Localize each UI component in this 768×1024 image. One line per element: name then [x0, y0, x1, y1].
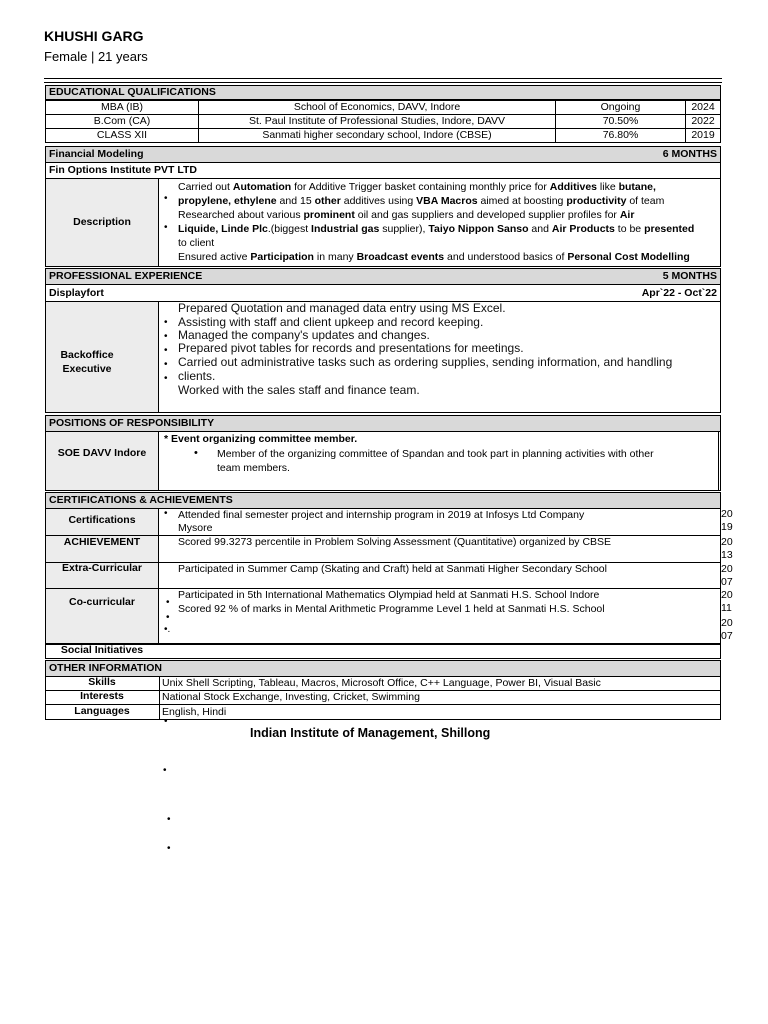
edu-institute: Sanmati higher secondary school, Indore (CBSE): [198, 128, 556, 143]
edu-degree: CLASS XII: [45, 128, 199, 143]
cert-year: 20: [721, 563, 733, 575]
cert-line: Scored 92 % of marks in Mental Arithmetic Programme Level 1 held at Sanmati H.S. School: [178, 603, 605, 615]
cert-year: 07: [721, 576, 733, 588]
fm-description-label: Description: [73, 216, 131, 228]
other-value: National Stock Exchange, Investing, Cricket, Swimming: [162, 691, 420, 703]
fm-line: Carried out Automation for Additive Trigger basket containing monthly price for Additives like butane,: [178, 181, 656, 193]
por-label-cell: [46, 432, 159, 490]
cert-line: Participated in Summer Camp (Skating and Craft) held at Sanmati Higher Secondary School: [178, 563, 607, 575]
stray-bullet: •: [167, 814, 171, 825]
bullet: •: [164, 222, 168, 233]
bullet: •: [164, 359, 168, 370]
cert-line: Attended final semester project and internship program in 2019 at Infosys Ltd Company: [178, 509, 585, 521]
cert-line: Mysore: [178, 522, 213, 534]
fm-line: to client: [178, 237, 215, 249]
fm-line: Ensured active Participation in many Broadcast events and understood basics of Personal Cost Modelling: [178, 251, 690, 263]
divider: [44, 82, 722, 83]
cert-year: 20: [721, 589, 733, 601]
cert-year: 07: [721, 630, 733, 642]
bullet: •: [164, 345, 168, 356]
education-header: EDUCATIONAL QUALIFICATIONS: [45, 85, 721, 100]
pe-item: Assisting with staff and client upkeep and record keeping.: [178, 315, 484, 329]
por-item: Member of the organizing committee of Spandan and took part in planning activities with other: [217, 448, 654, 460]
stray-bullet: •: [163, 765, 167, 776]
stray-bullet: •: [167, 843, 171, 854]
other-value: Unix Shell Scripting, Tableau, Macros, Microsoft Office, C++ Language, Power BI, Visual Basic: [162, 677, 601, 689]
edu-year: 2024: [685, 100, 721, 115]
cert-label: Social Initiatives: [60, 644, 144, 656]
cert-label: ACHIEVEMENT: [63, 536, 141, 548]
certifications-header: CERTIFICATIONS & ACHIEVEMENTS: [45, 492, 721, 509]
pe-item: Prepared pivot tables for records and presentations for meetings.: [178, 341, 524, 355]
por-heading: * Event organizing committee member.: [164, 433, 358, 445]
edu-score: Ongoing: [555, 100, 686, 115]
cert-year: 13: [721, 549, 733, 561]
edu-score: 76.80%: [555, 128, 686, 143]
edu-institute: School of Economics, DAVV, Indore: [198, 100, 556, 115]
other-label: Skills: [88, 676, 116, 688]
other-value: English, Hindi: [162, 706, 227, 718]
divider: [718, 432, 719, 490]
bullet: •: [164, 193, 168, 204]
cert-year: 20: [721, 617, 733, 629]
fm-line: Liquide, Linde Plc.(biggest Industrial gas supplier), Taiyo Nippon Sanso and Air Products to be presented: [178, 223, 695, 235]
edu-year: 2019: [685, 128, 721, 143]
footer-institute: Indian Institute of Management, Shillong: [250, 726, 491, 740]
edu-degree: B.Com (CA): [45, 114, 199, 129]
bullet: •: [164, 373, 168, 384]
bullet: •: [166, 612, 170, 623]
por-org-label: SOE DAVV Indore: [57, 447, 147, 459]
divider: [44, 78, 722, 79]
bullet: •: [194, 447, 198, 459]
cert-year: 20: [721, 508, 733, 520]
fm-organization: Fin Options Institute PVT LTD: [45, 162, 721, 179]
bullet: •: [164, 331, 168, 342]
cert-label: Extra-Curricular: [62, 562, 142, 574]
cert-line: Participated in 5th International Mathematics Olympiad held at Sanmati H.S. School Indore: [178, 589, 600, 601]
edu-degree: MBA (IB): [45, 100, 199, 115]
pe-item: Prepared Quotation and managed data entry using MS Excel.: [178, 301, 506, 315]
fm-line: propylene, ethylene and 15 other additives using VBA Macros aimed at boosting productivity of team: [178, 195, 665, 207]
bullet: •: [164, 317, 168, 328]
por-item: team members.: [217, 462, 290, 474]
pe-organization: Displayfort Apr`22 - Oct`22: [45, 284, 721, 302]
pe-item: Managed the company's updates and changes.: [178, 328, 430, 342]
stray-bullet: •: [164, 716, 168, 727]
other-label: Languages: [74, 705, 130, 717]
cert-label-column: [46, 509, 159, 644]
cert-year: 20: [721, 536, 733, 548]
experience-header: PROFESSIONAL EXPERIENCE 5 MONTHS: [45, 268, 721, 285]
financial-modeling-header: Financial Modeling 6 MONTHS: [45, 146, 721, 163]
pe-item: Worked with the sales staff and finance team.: [178, 383, 420, 397]
edu-institute: St. Paul Institute of Professional Studies, Indore, DAVV: [198, 114, 556, 129]
other-label: Interests: [80, 690, 124, 702]
candidate-name: KHUSHI GARG: [44, 28, 144, 44]
candidate-subtitle: Female | 21 years: [44, 49, 148, 64]
edu-score: 70.50%: [555, 114, 686, 129]
pe-item: Carried out administrative tasks such as ordering supplies, sending information, and handling: [178, 355, 673, 369]
pe-item: clients.: [178, 369, 216, 383]
divider: [159, 677, 160, 719]
bullet: •: [164, 508, 168, 519]
cert-label: Co-curricular: [69, 596, 135, 608]
cert-line: Scored 99.3273 percentile in Problem Solving Assessment (Quantitative) organized by CBSE: [178, 536, 612, 548]
cert-year: 11: [721, 602, 732, 614]
edu-year: 2022: [685, 114, 721, 129]
cert-label: Certifications: [68, 514, 136, 526]
cert-year: 19: [721, 521, 733, 533]
pe-role-label: Backoffice Executive: [60, 349, 114, 375]
bullet: •: [166, 597, 170, 608]
positions-header: POSITIONS OF RESPONSIBILITY: [45, 415, 721, 432]
bullet: •.: [164, 624, 171, 635]
other-info-header: OTHER INFORMATION: [45, 660, 721, 677]
fm-line: Researched about various prominent oil and gas suppliers and developed supplier profiles for Air: [178, 209, 635, 221]
